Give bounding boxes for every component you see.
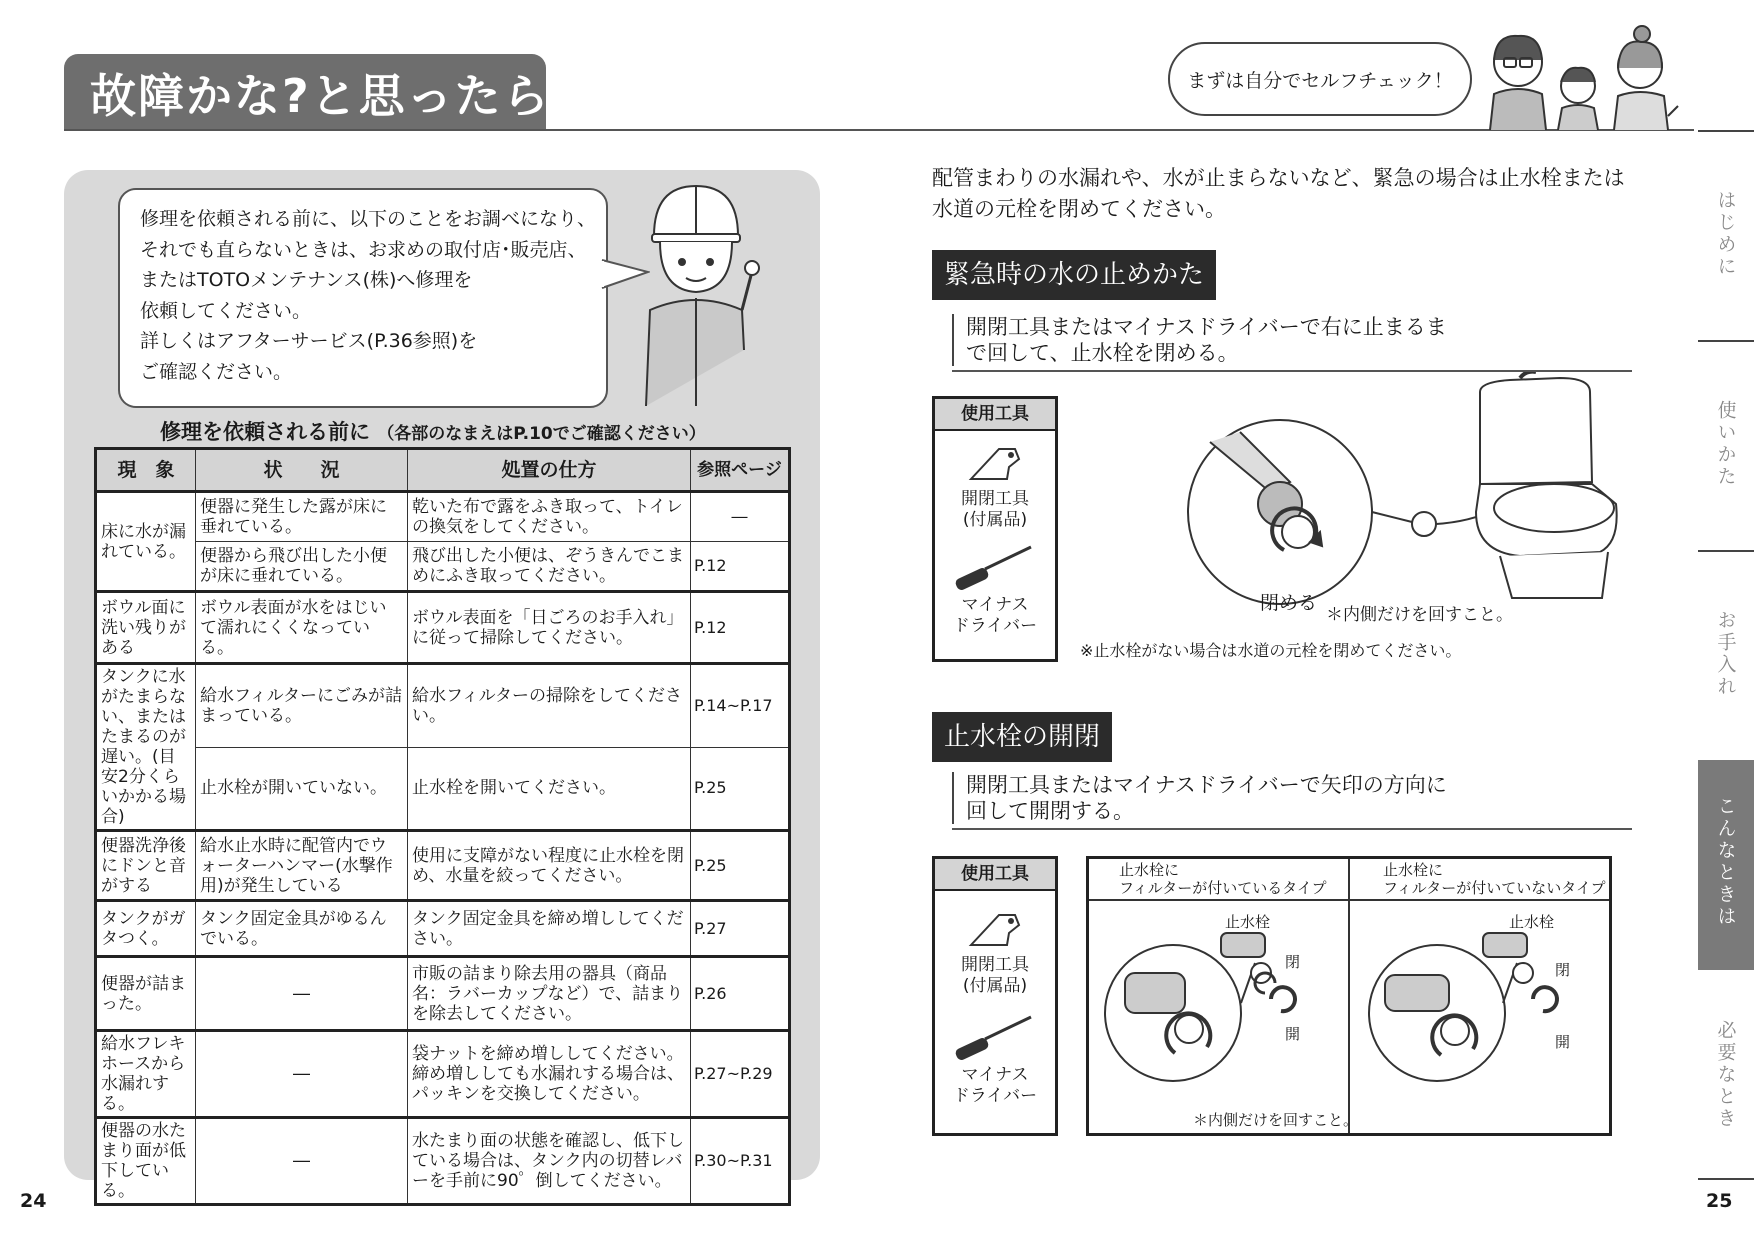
ref-cell: P.30~P.31 (691, 1118, 790, 1205)
action-cell: 止水栓を開いてください。 (408, 747, 691, 831)
action-cell: 使用に支障がない程度に止水栓を閉め、水量を絞ってください。 (408, 831, 691, 901)
symptom-cell: 床に水が漏れている。 (96, 492, 196, 592)
status-cell: ボウル表面が水をはじいて濡れにくくなっている。 (196, 592, 408, 664)
valve-label-a: 止水栓 (1225, 913, 1271, 931)
family-illustration (1478, 20, 1688, 130)
advice-line: ご確認ください。 (140, 360, 293, 383)
symptom-cell: タンクに水がたまらない、またはたまるのが遅い。(目安2分くらいかかる場合) (96, 664, 196, 831)
tool-name: マイナス (961, 595, 1029, 615)
tools-title: 使用工具 (935, 859, 1055, 891)
tool-label (935, 489, 1055, 531)
side-tab-troubleshoot[interactable] (1698, 760, 1754, 970)
status-cell: 給水フィルターにごみが詰まっている。 (196, 664, 408, 748)
tool-name: ドライバー (952, 616, 1038, 636)
col-header: 参照ページ (691, 449, 790, 492)
table-row (96, 831, 790, 901)
tool-note: (付属品) (962, 976, 1028, 996)
ref-cell: P.12 (691, 542, 790, 592)
footnote: ※止水栓がない場合は水道の元栓を閉めてください。 (1080, 641, 1462, 660)
side-divider (1698, 340, 1754, 342)
col-header: 現 象 (96, 449, 196, 492)
opener-tool-icon (935, 905, 1055, 955)
col-header: 状 況 (196, 449, 408, 492)
tool-label (935, 1065, 1055, 1107)
table-caption (160, 416, 706, 446)
inner-note: ＊内側だけを回すこと。 (1326, 605, 1513, 625)
symptom-cell: 便器の水たまり面が低下している。 (96, 1118, 196, 1205)
desc-line: 開閉工具またはマイナスドライバーで右に止まるま (966, 315, 1447, 339)
action-cell: ボウル表面を「日ごろのお手入れ」に従って掃除してください。 (408, 592, 691, 664)
open-label-b: 開 (1555, 1033, 1571, 1051)
side-tab-label: お手入れ (1714, 610, 1737, 698)
side-tab-label: 必要なとき (1714, 1020, 1737, 1130)
type-label-line: 止水栓に (1119, 861, 1180, 879)
type-b-label (1383, 861, 1605, 897)
side-divider (1698, 130, 1754, 132)
table-header-row (96, 449, 790, 492)
status-cell: 便器から飛び出した小便が床に垂れている。 (196, 542, 408, 592)
symptom-cell: 給水フレキホースから水漏れする。 (96, 1031, 196, 1118)
tool-name: 開閉工具 (961, 955, 1029, 975)
tools-box-2 (932, 856, 1058, 1136)
tool-note: (付属品) (962, 510, 1028, 530)
caption-main: 修理を依頼される前に (160, 420, 370, 444)
table-row (96, 747, 790, 831)
status-cell: ― (196, 957, 408, 1031)
symptom-cell: 便器が詰まった。 (96, 957, 196, 1031)
tools-title: 使用工具 (935, 399, 1055, 431)
side-tab-label: こんなときは (1714, 796, 1737, 928)
caption-note: （各部のなまえはP.10でご確認ください） (377, 424, 706, 444)
desc-line: 回して開閉する。 (966, 799, 1134, 823)
action-cell: 市販の詰まり除去用の器具（商品名：ラバーカップなど）で、詰まりを除去してください。 (408, 957, 691, 1031)
close-label-a: 閉 (1285, 953, 1301, 971)
section-heading-emergency: 緊急時の水の止めかた (932, 250, 1216, 300)
opener-tool-icon (935, 439, 1055, 489)
table-row (96, 1118, 790, 1205)
action-cell: 水たまり面の状態を確認し、低下している場合は、タンク内の切替レバーを手前に90゜倒してください。 (408, 1118, 691, 1205)
tool-label (935, 955, 1055, 997)
ref-cell: P.26 (691, 957, 790, 1031)
ref-cell: P.25 (691, 747, 790, 831)
col-header: 処置の仕方 (408, 449, 691, 492)
open-label-a: 開 (1285, 1025, 1301, 1043)
side-tab-intro[interactable] (1698, 170, 1754, 340)
status-cell: 止水栓が開いていない。 (196, 747, 408, 831)
section-desc-emergency (952, 314, 1447, 366)
valve-without-filter-illustration (1355, 903, 1603, 1103)
status-cell: タンク固定金具がゆるんでいる。 (196, 901, 408, 957)
action-cell: タンク固定金具を締め増ししてください。 (408, 901, 691, 957)
advice-line: またはTOTOメンテナンス(株)へ修理を (140, 269, 473, 291)
action-cell: 飛び出した小便は、ぞうきんでこまめにふき取ってください。 (408, 542, 691, 592)
ref-cell: P.14~P.17 (691, 664, 790, 748)
action-cell: 乾いた布で露をふき取って、トイレの換気をしてください。 (408, 492, 691, 542)
page-number-left: 24 (20, 1190, 47, 1212)
screwdriver-icon (935, 1009, 1055, 1065)
ref-cell: P.12 (691, 592, 790, 664)
status-cell: ― (196, 1118, 408, 1205)
side-tab-usage[interactable] (1698, 380, 1754, 550)
type-label-line: フィルターが付いているタイプ (1119, 879, 1327, 897)
table-row (96, 901, 790, 957)
ref-cell: P.27 (691, 901, 790, 957)
section-desc-valve (952, 772, 1447, 824)
table-row (96, 592, 790, 664)
side-tab-label: はじめに (1714, 190, 1737, 278)
side-tab-when-needed[interactable] (1698, 1000, 1754, 1170)
side-divider (1698, 1178, 1754, 1180)
advice-line: 詳しくはアフターサービス(P.36参照)を (140, 330, 478, 352)
side-tab-care[interactable] (1698, 590, 1754, 760)
type-label-line: 止水栓に (1383, 861, 1444, 879)
troubleshoot-table (94, 447, 791, 1206)
tool-name: ドライバー (952, 1086, 1038, 1106)
inner-note: ＊内側だけを回すこと。 (1193, 1111, 1359, 1129)
type-label-line: フィルターが付いていないタイプ (1383, 879, 1606, 897)
valve-types-box (1086, 856, 1612, 1136)
speech-bubble: まずは自分でセルフチェック！ (1168, 42, 1472, 116)
page-number-right: 25 (1706, 1190, 1733, 1212)
ref-cell: P.27~P.29 (691, 1031, 790, 1118)
symptom-cell: 便器洗浄後にドンと音がする (96, 831, 196, 901)
ref-cell: P.25 (691, 831, 790, 901)
worker-illustration (640, 180, 760, 406)
desc-line: 開閉工具またはマイナスドライバーで矢印の方向に (966, 773, 1447, 797)
table-row (96, 664, 790, 748)
ref-cell: ― (691, 492, 790, 542)
status-cell: ― (196, 1031, 408, 1118)
status-cell: 給水止水時に配管内でウォーターハンマー(水撃作用)が発生している (196, 831, 408, 901)
action-cell: 給水フィルターの掃除をしてください。 (408, 664, 691, 748)
action-cell: 袋ナットを締め増ししてください。締め増ししても水漏れする場合は、パッキンを交換してください。 (408, 1031, 691, 1118)
side-divider (1698, 550, 1754, 552)
intro-text (932, 163, 1662, 225)
status-cell: 便器に発生した露が床に垂れている。 (196, 492, 408, 542)
advice-line: 依頼してください。 (140, 299, 312, 322)
desc-line: で回して、止水栓を閉める。 (966, 341, 1239, 365)
tool-name: マイナス (961, 1065, 1029, 1085)
section-rule (952, 828, 1632, 830)
intro-line: 配管まわりの水漏れや、水が止まらないなど、緊急の場合は止水栓または (932, 166, 1625, 190)
table-row (96, 542, 790, 592)
table-row (96, 1031, 790, 1118)
screwdriver-icon (935, 539, 1055, 595)
section-heading-valve: 止水栓の開閉 (932, 712, 1112, 762)
advice-line: それでも直らないときは、お求めの取付店･販売店、 (140, 238, 587, 261)
advice-text (140, 204, 600, 387)
symptom-cell: タンクがガタつく。 (96, 901, 196, 957)
types-header-rule (1089, 899, 1609, 901)
intro-line: 水道の元栓を閉めてください。 (932, 197, 1226, 221)
header-rule (64, 129, 1694, 131)
tools-box-1 (932, 396, 1058, 662)
type-a-label (1119, 861, 1326, 897)
table-row (96, 957, 790, 1031)
valve-label-b: 止水栓 (1509, 913, 1555, 931)
tool-label (935, 595, 1055, 637)
table-row (96, 492, 790, 542)
side-tab-label: 使いかた (1714, 400, 1737, 488)
tool-name: 開閉工具 (961, 489, 1029, 509)
advice-line: 修理を依頼される前に、以下のことをお調べになり、 (140, 208, 597, 230)
valve-with-filter-illustration (1095, 903, 1343, 1103)
page-title: 故障かな?と思ったら (90, 69, 551, 123)
symptom-cell: ボウル面に洗い残りがある (96, 592, 196, 664)
close-label-b: 閉 (1555, 961, 1571, 979)
close-label: 閉める (1260, 592, 1318, 614)
